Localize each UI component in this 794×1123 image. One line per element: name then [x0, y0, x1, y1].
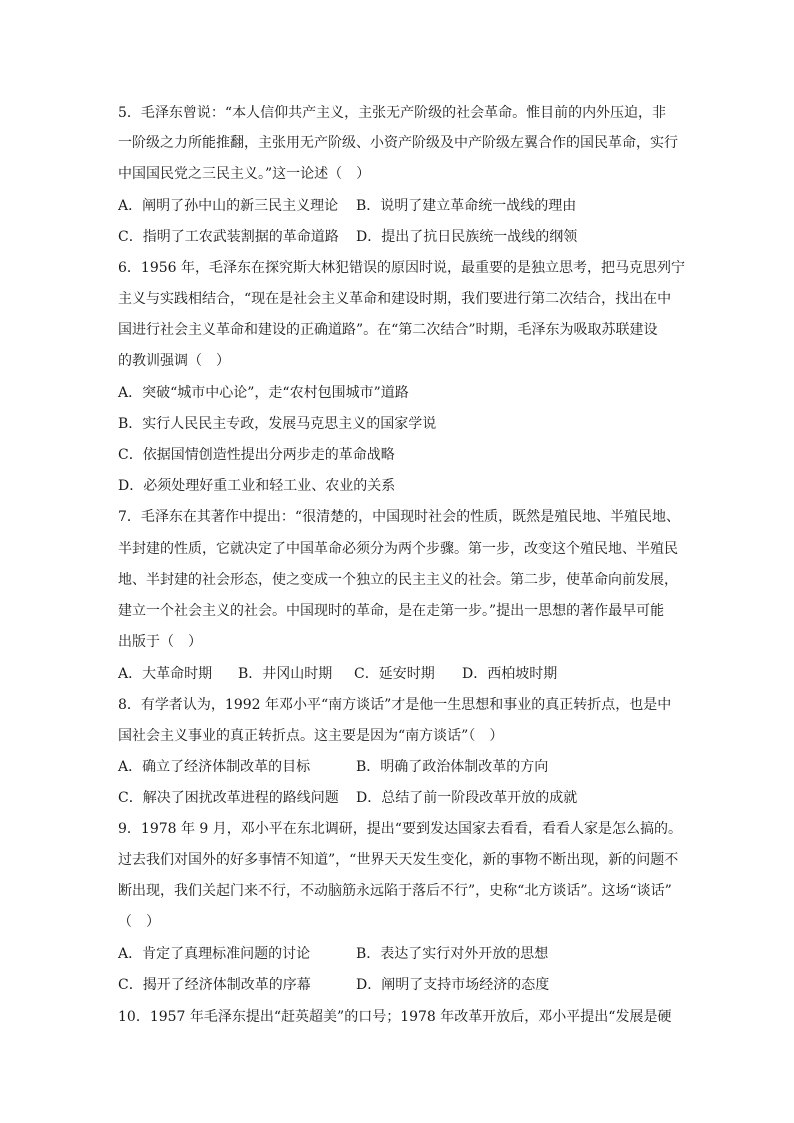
question-stem-line: 过去我们对国外的好多事情不知道”，“世界天天发生变化，新的事物不断出现，新的问题不: [118, 852, 679, 868]
question-stem-line: 7．毛泽东在其著作中提出：“很清楚的，中国现时社会的性质，既然是殖民地、半殖民地、: [118, 509, 681, 525]
question-stem-line: （ ）: [118, 914, 160, 930]
option-d: D．必须处理好重工业和轻工业、农业的关系: [118, 478, 396, 494]
option-b: B．实行人民民主专政，发展马克思主义的国家学说: [118, 416, 437, 432]
option-b: B．说明了建立革命统一战线的理由: [356, 198, 577, 214]
question-stem-line: 9．1978 年 9 月，邓小平在东北调研，提出“要到发达国家去看看，看看人家是怎么搞的。: [118, 821, 682, 837]
question-stem-line: 国进行社会主义革命和建设的正确道路”。在“第二次结合”时期，毛泽东为吸取苏联建设: [118, 322, 658, 338]
option-c: C．解决了困扰改革进程的路线问题: [118, 790, 339, 806]
option-c: C．揭开了经济体制改革的序幕: [118, 977, 311, 993]
option-d: D．提出了抗日民族统一战线的纲领: [356, 229, 578, 245]
question-stem-line: 8．有学者认为，1992 年邓小平“南方谈话”才是他一生思想和事业的真正转折点，也是中: [118, 697, 672, 713]
option-c: C．依据国情创造性提出分两步走的革命战略: [118, 447, 395, 463]
option-a: A．阐明了孙中山的新三民主义理论: [118, 198, 339, 214]
question-stem-line: 国社会主义事业的真正转折点。这主要是因为“南方谈话”（ ）: [118, 728, 504, 744]
option-d: D．西柏坡时期: [462, 666, 558, 682]
question-stem-line: 建立一个社会主义的社会。中国现时的革命，是在走第一步。”提出一思想的著作最早可能: [118, 603, 665, 619]
option-c: C．指明了工农武装割据的革命道路: [118, 229, 339, 245]
question-stem-line: 半封建的性质，它就决定了中国革命必须分为两个步骤。第一步，改变这个殖民地、半殖民: [118, 541, 678, 557]
option-a: A．确立了经济体制改革的目标: [118, 759, 311, 775]
option-b: B．明确了政治体制改革的方向: [356, 759, 549, 775]
option-a: A．肯定了真理标准问题的讨论: [118, 946, 311, 962]
question-stem-line: 一阶级之力所能推翻，主张用无产阶级、小资产阶级及中产阶级左翼合作的国民革命，实行: [118, 135, 678, 151]
option-d: D．阐明了支持市场经济的态度: [356, 977, 550, 993]
option-c: C．延安时期: [354, 666, 435, 682]
question-stem-line: 的教训强调（ ）: [118, 353, 230, 369]
option-b: B．表达了实行对外开放的思想: [356, 946, 549, 962]
question-stem-line: 主义与实践相结合，“现在是社会主义革命和建设时期，我们要进行第二次结合，找出在中: [118, 291, 672, 307]
question-stem-line: 断出现，我们关起门来不行，不动脑筋永远陷于落后不行”，史称“北方谈话”。这场“谈话”: [118, 883, 672, 899]
option-a: A．大革命时期: [118, 666, 213, 682]
question-stem-line: 5．毛泽东曾说：“本人信仰共产主义，主张无产阶级的社会革命。惟目前的内外压迫，非: [118, 105, 667, 121]
option-d: D．总结了前一阶段改革开放的成就: [356, 790, 578, 806]
option-a: A．突破“城市中心论”，走“农村包围城市”道路: [118, 385, 409, 401]
option-b: B．井冈山时期: [238, 666, 333, 682]
question-stem-line: 地、半封建的社会形态，使之变成一个独立的民主主义的社会。第二步，使革命向前发展，: [118, 572, 678, 588]
question-stem-line: 中国国民党之三民主义。”这一论述（ ）: [118, 166, 371, 182]
question-stem-line: 10．1957 年毛泽东提出“赶英超美”的口号；1978 年改革开放后，邓小平提出“发展是硬: [118, 1009, 672, 1025]
question-stem-line: 出版于（ ）: [118, 634, 202, 650]
question-stem-line: 6．1956 年，毛泽东在探究斯大林犯错误的原因时说，最重要的是独立思考，把马克思列宁: [118, 260, 685, 276]
